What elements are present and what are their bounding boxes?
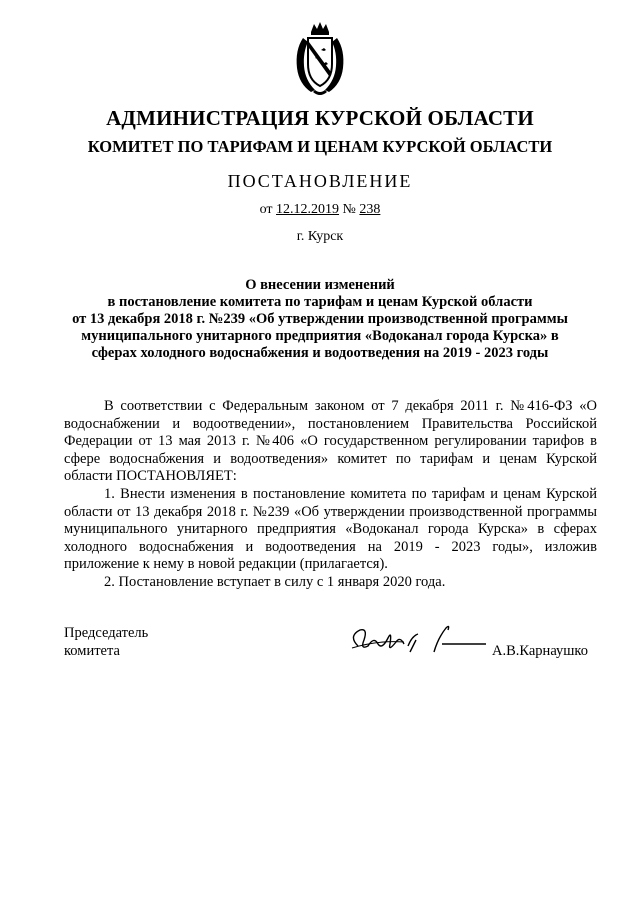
- signature-position: [64, 624, 148, 660]
- signer-name: А.В.Карнаушко: [492, 643, 588, 659]
- administration-heading: АДМИНИСТРАЦИЯ КУРСКОЙ ОБЛАСТИ: [106, 106, 534, 130]
- document-date: 12.12.2019: [276, 202, 340, 217]
- position-line: комитета: [64, 643, 120, 659]
- number-prefix: №: [342, 202, 356, 217]
- committee-heading: КОМИТЕТ ПО ТАРИФАМ И ЦЕНАМ КУРСКОЙ ОБЛАСТИ: [87, 137, 553, 156]
- document-body: [64, 398, 597, 592]
- position-line: Председатель: [64, 625, 149, 641]
- title-line: муниципального унитарного предприятия «Водоканал города Курска» в: [81, 328, 559, 344]
- body-paragraph: 1. Внести изменения в постановление комитета по тарифам и ценам Курской области от 13 декабря 2018 г. №239 «Об утверждении производственной программы муниципального унитарного предприятия «Водоканал города Курска» в сферах холодного водоснабжения и водоотведения на 2019 - 2023 годы», изложив приложение к нему в новой редакции (прилагается).: [64, 485, 597, 573]
- city-line: г. Курск: [296, 229, 344, 244]
- title-line: в постановление комитета по тарифам и ценам Курской области: [107, 294, 533, 310]
- title-line: О внесении изменений: [245, 277, 395, 293]
- date-number-line: [0, 202, 640, 218]
- document-number: 238: [359, 202, 381, 217]
- coat-of-arms-emblem-icon: [289, 20, 351, 98]
- body-paragraph: 2. Постановление вступает в силу с 1 января 2020 года.: [104, 573, 446, 590]
- handwritten-signature: [338, 616, 488, 666]
- title-line: от 13 декабря 2018 г. №239 «Об утверждении производственной программы: [72, 311, 568, 327]
- body-paragraph: В соответствии с Федеральным законом от 7 декабря 2011 г. №416-ФЗ «О водоснабжении и водоотведении», постановлением Правительства Российской Федерации от 13 мая 2013 г. №406 «О государственном регулировании тарифов в сфере водоснабжения и водоотведения» комитет по тарифам и ценам Курской области ПОСТАНОВЛЯЕТ:: [64, 398, 597, 485]
- document-title: [0, 277, 640, 362]
- document-type: ПОСТАНОВЛЕНИЕ: [227, 171, 413, 191]
- title-line: сферах холодного водоснабжения и водоотведения на 2019 - 2023 годы: [91, 345, 549, 361]
- date-prefix: от: [259, 202, 273, 217]
